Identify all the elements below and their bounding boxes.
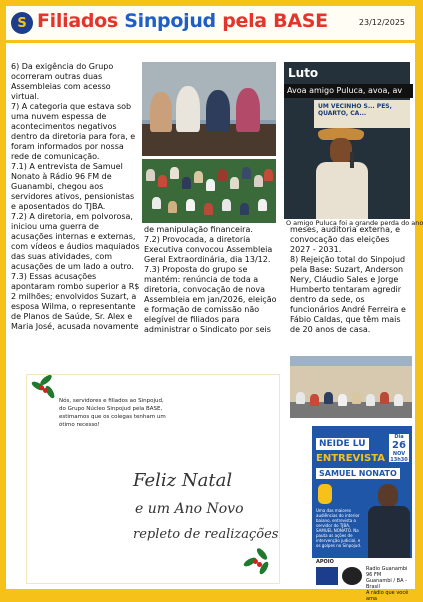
flyer-headline: ENTREVISTA (316, 453, 385, 464)
microphone-icon (318, 484, 332, 504)
paragraph: meses, auditoria externa, e convocação das eleições 2027 - 2031. (290, 225, 401, 254)
title-word-3: pela (222, 10, 267, 32)
issue-date: 23/12/2025 (358, 18, 405, 27)
paragraph: 7.3) Proposta do grupo se mantém: renúncia de toda a diretoria, convocação de nova Assembleia em jan/2026, eleição e formação de comissão não elegível de filiados para administrar o Sindicato por seis (144, 265, 277, 334)
paragraph: 7.2) A diretoria, em polvorosa, iniciou uma guerra de acusações internas e externas, com vídeos e áudios maquiados das suas atividades, com acusações de um lado a outro. (11, 212, 140, 271)
paragraph: 7.1) A entrevista de Samuel Nonato à Rádio 96 FM de Guanambi, chegou aos servidores ativos, pensionistas e aposentados do TJBA. (11, 162, 135, 211)
meeting-photo (142, 62, 276, 156)
paragraph: 6) Da exigência do Grupo ocorreram outras duas Assembleias com acesso virtual. (11, 62, 114, 101)
assembly-crowd-photo (142, 159, 276, 223)
video-banner: UM VECINHO S... PES, QUARTO, CA... (314, 100, 410, 128)
flyer-guest: SAMUEL NONATO (316, 468, 400, 479)
text-column-2 (144, 225, 282, 335)
text-column-3 (290, 225, 412, 335)
radio-logo-icon (342, 567, 362, 585)
tribute-video-still (284, 62, 410, 219)
building-crowd-photo (290, 356, 412, 418)
microphone-icon (350, 152, 354, 168)
title-word-2: Sinpojud (124, 10, 216, 32)
paragraph: 8) Rejeição total do Sinpojud pela Base: Suzart, Anderson Nery, Cláudio Sales e Jorge Humberto tentaram agredir dentro da sede, os funcionários André Ferreira e Fábio Caldas, que têm mais de 20 anos de casa. (290, 255, 406, 334)
flyer-host: NEIDE LU (316, 438, 369, 450)
flyer-sponsors (312, 558, 412, 602)
radio-info: Radio Guanambi 96 FM Guanambi / BA - Brasil A rádio que você ama (366, 566, 409, 602)
holly-icon (241, 545, 273, 577)
header (6, 6, 415, 46)
mourning-label: Luto (288, 66, 319, 80)
page-title (37, 10, 328, 32)
sponsor-label: APOIO (316, 559, 334, 565)
title-word-4: BASE (273, 10, 328, 32)
photo-caption: O amigo Puluca foi a grande perda do ano (286, 219, 423, 227)
sinpojud-logo-icon: S (11, 12, 33, 34)
christmas-card (26, 374, 280, 584)
flyer-date-badge: Dia 26 NOV 13h30 (390, 434, 408, 463)
video-lower-third: Avoa amigo Puluca, avoa, av (284, 84, 413, 98)
season-greeting: Nós, servidores e filiados ao Sinpojud, do Grupo Núcleo Sinpojud pela BASE, estimamos que os colegas tenham um ótimo recesso! (59, 398, 166, 428)
greeting-line-2: e um Ano Novo (135, 501, 244, 517)
title-word-1: Filiados (37, 10, 118, 32)
paragraph: 7.2) Provocada, a diretoria Executiva convocou Assembleia Geral Extraordinária, dia 13/12. (144, 235, 273, 264)
sinpojud-logo-icon (316, 567, 338, 585)
paragraph: 7.3) Essas acusações apontaram rombo superior a R$ 2 milhões; envolvidos Suzart, a esposa Wilma, o representante de Planos de Saúde, Sr. Alex e Maria José, acusada novamente (11, 272, 140, 331)
holly-icon (31, 377, 59, 407)
flyer-blurb: Uma das maiores audiências do interior baiano, entrevista o servidor do TJBA, SAMUEL NONATO. Na pauta as ações de intervenção judicial, e os golpes no Sinpojud. (316, 508, 362, 548)
newsletter-page (6, 6, 423, 602)
greeting-line-1: Feliz Natal (133, 470, 233, 491)
text-column-1 (11, 62, 141, 332)
greeting-line-3: repleto de realizações (133, 527, 279, 542)
interview-flyer (312, 426, 412, 602)
paragraph: 7) A categoria que estava sob uma nuvem espessa de acontecimentos negativos dentro da diretoria para fora, e foram informados por nossa rede de comunicação. (11, 102, 136, 161)
header-rule (6, 40, 415, 43)
paragraph: de manipulação financeira. (144, 225, 253, 234)
